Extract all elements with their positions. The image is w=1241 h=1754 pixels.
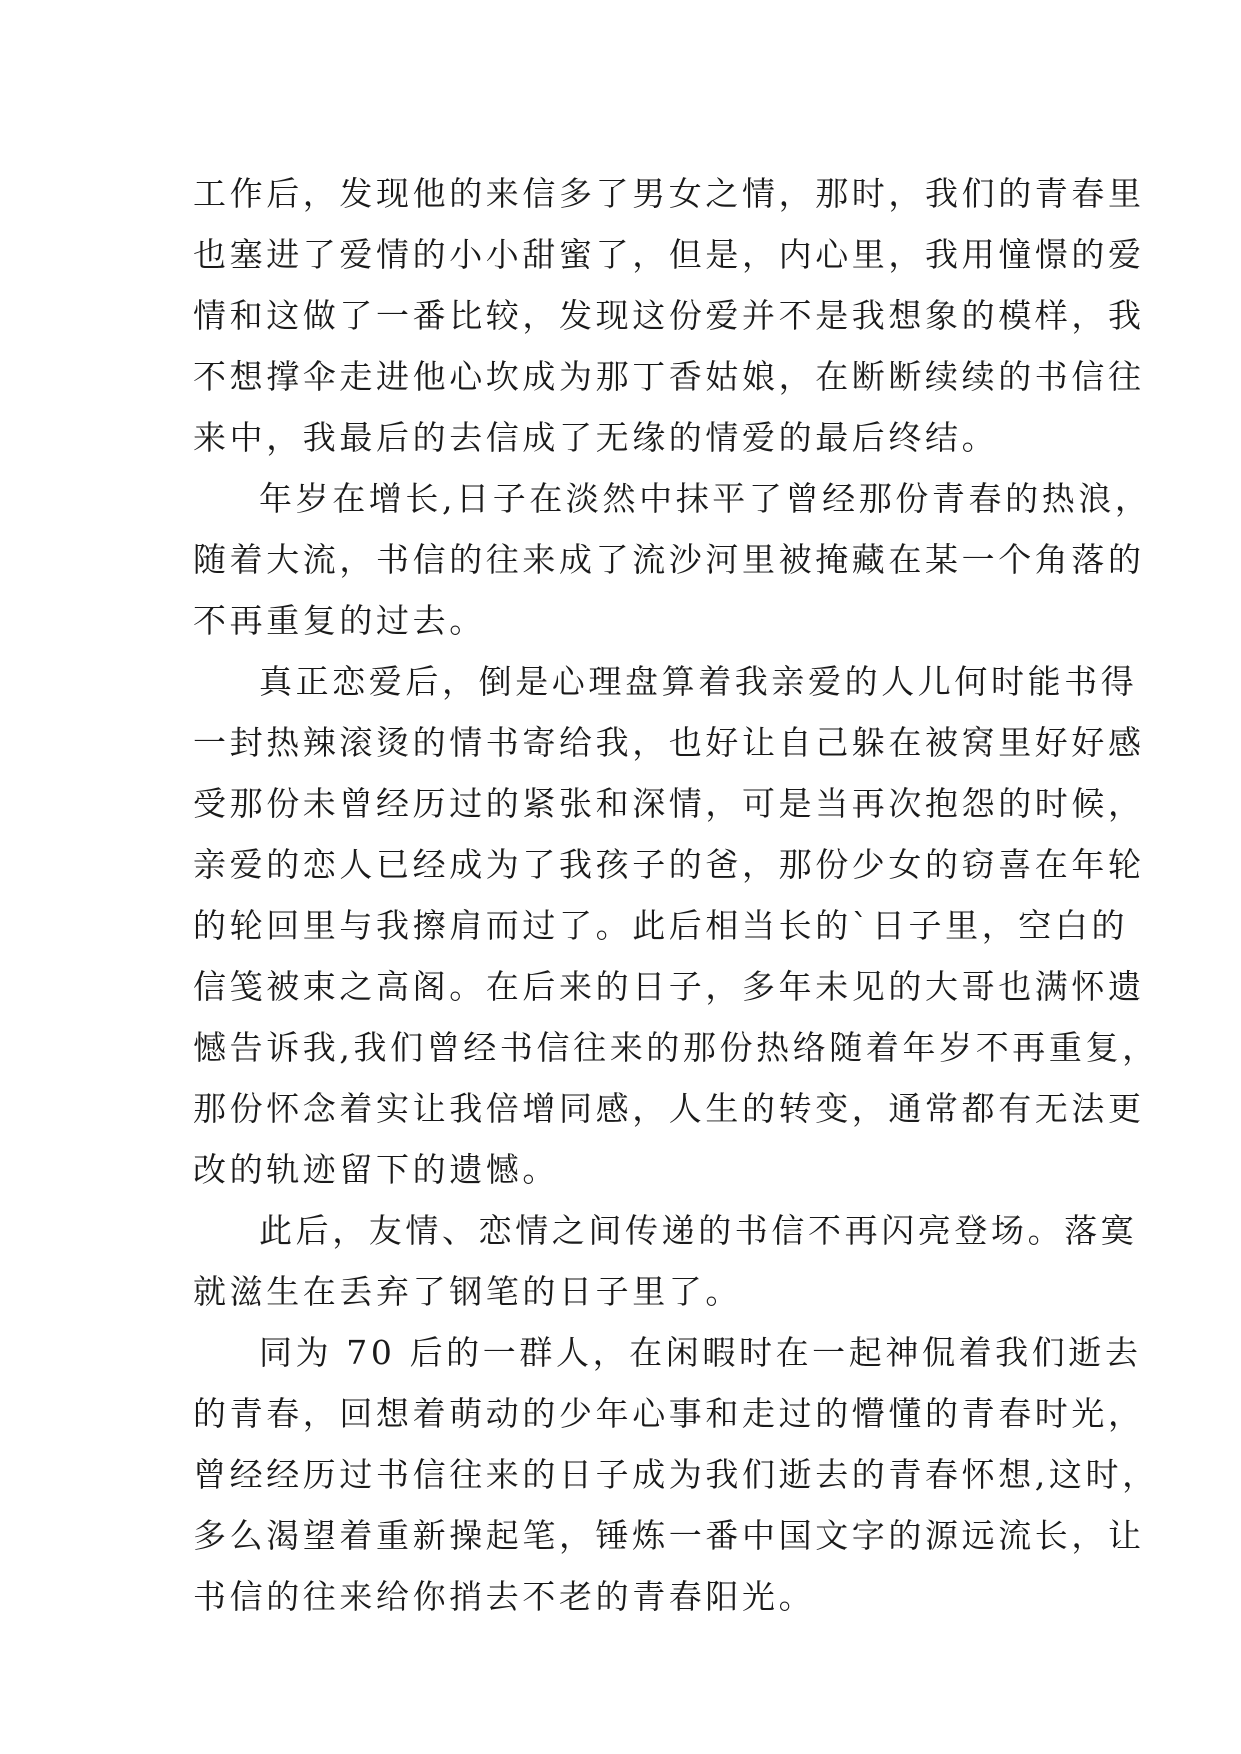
paragraph-start-line: 真正恋爱后，倒是心理盘算着我亲爱的人儿何时能书得	[259, 662, 1138, 701]
text-line: 就滋生在丢弃了钢笔的日子里了。	[193, 1272, 742, 1311]
text-line: 憾告诉我,我们曾经书信往来的那份热络随着年岁不再重复，	[193, 1028, 1159, 1067]
paragraph-start-line: 同为 70 后的一群人，在闲暇时在一起神侃着我们逝去	[259, 1333, 1142, 1372]
text-line: 情和这做了一番比较，发现这份爱并不是我想象的模样，我	[193, 296, 1145, 335]
text-line: 来中，我最后的去信成了无缘的情爱的最后终结。	[193, 418, 999, 457]
text-line: 信笺被束之高阁。在后来的日子，多年未见的大哥也满怀遗	[193, 967, 1145, 1006]
text-line: 曾经经历过书信往来的日子成为我们逝去的青春怀想,这时，	[193, 1455, 1159, 1494]
text-line: 不再重复的过去。	[193, 601, 486, 640]
text-line: 的轮回里与我擦肩而过了。此后相当长的`日子里，空白的	[193, 906, 1129, 945]
text-line: 受那份未曾经历过的紧张和深情，可是当再次抱怨的时候，	[193, 784, 1145, 823]
text-line: 多么渴望着重新操起笔，锤炼一番中国文字的源远流长，让	[193, 1516, 1145, 1555]
body-text	[193, 163, 1159, 1627]
paragraph-start-line: 年岁在增长,日子在淡然中抹平了曾经那份青春的热浪，	[259, 479, 1152, 518]
paragraph-start-line: 此后，友情、恋情之间传递的书信不再闪亮登场。落寞	[259, 1211, 1138, 1250]
text-line: 工作后，发现他的来信多了男女之情，那时，我们的青春里	[193, 174, 1145, 213]
text-line: 随着大流，书信的往来成了流沙河里被掩藏在某一个角落的	[193, 540, 1145, 579]
text-line: 的青春，回想着萌动的少年心事和走过的懵懂的青春时光，	[193, 1394, 1145, 1433]
text-line: 一封热辣滚烫的情书寄给我，也好让自己躲在被窝里好好感	[193, 723, 1145, 762]
text-line: 书信的往来给你捎去不老的青春阳光。	[193, 1577, 816, 1616]
text-line: 那份怀念着实让我倍增同感，人生的转变，通常都有无法更	[193, 1089, 1145, 1128]
text-line: 也塞进了爱情的小小甜蜜了，但是，内心里，我用憧憬的爱	[193, 235, 1145, 274]
text-line: 亲爱的恋人已经成为了我孩子的爸，那份少女的窃喜在年轮	[193, 845, 1145, 884]
text-line: 改的轨迹留下的遗憾。	[193, 1150, 559, 1189]
text-line: 不想撑伞走进他心坎成为那丁香姑娘，在断断续续的书信往	[193, 357, 1145, 396]
